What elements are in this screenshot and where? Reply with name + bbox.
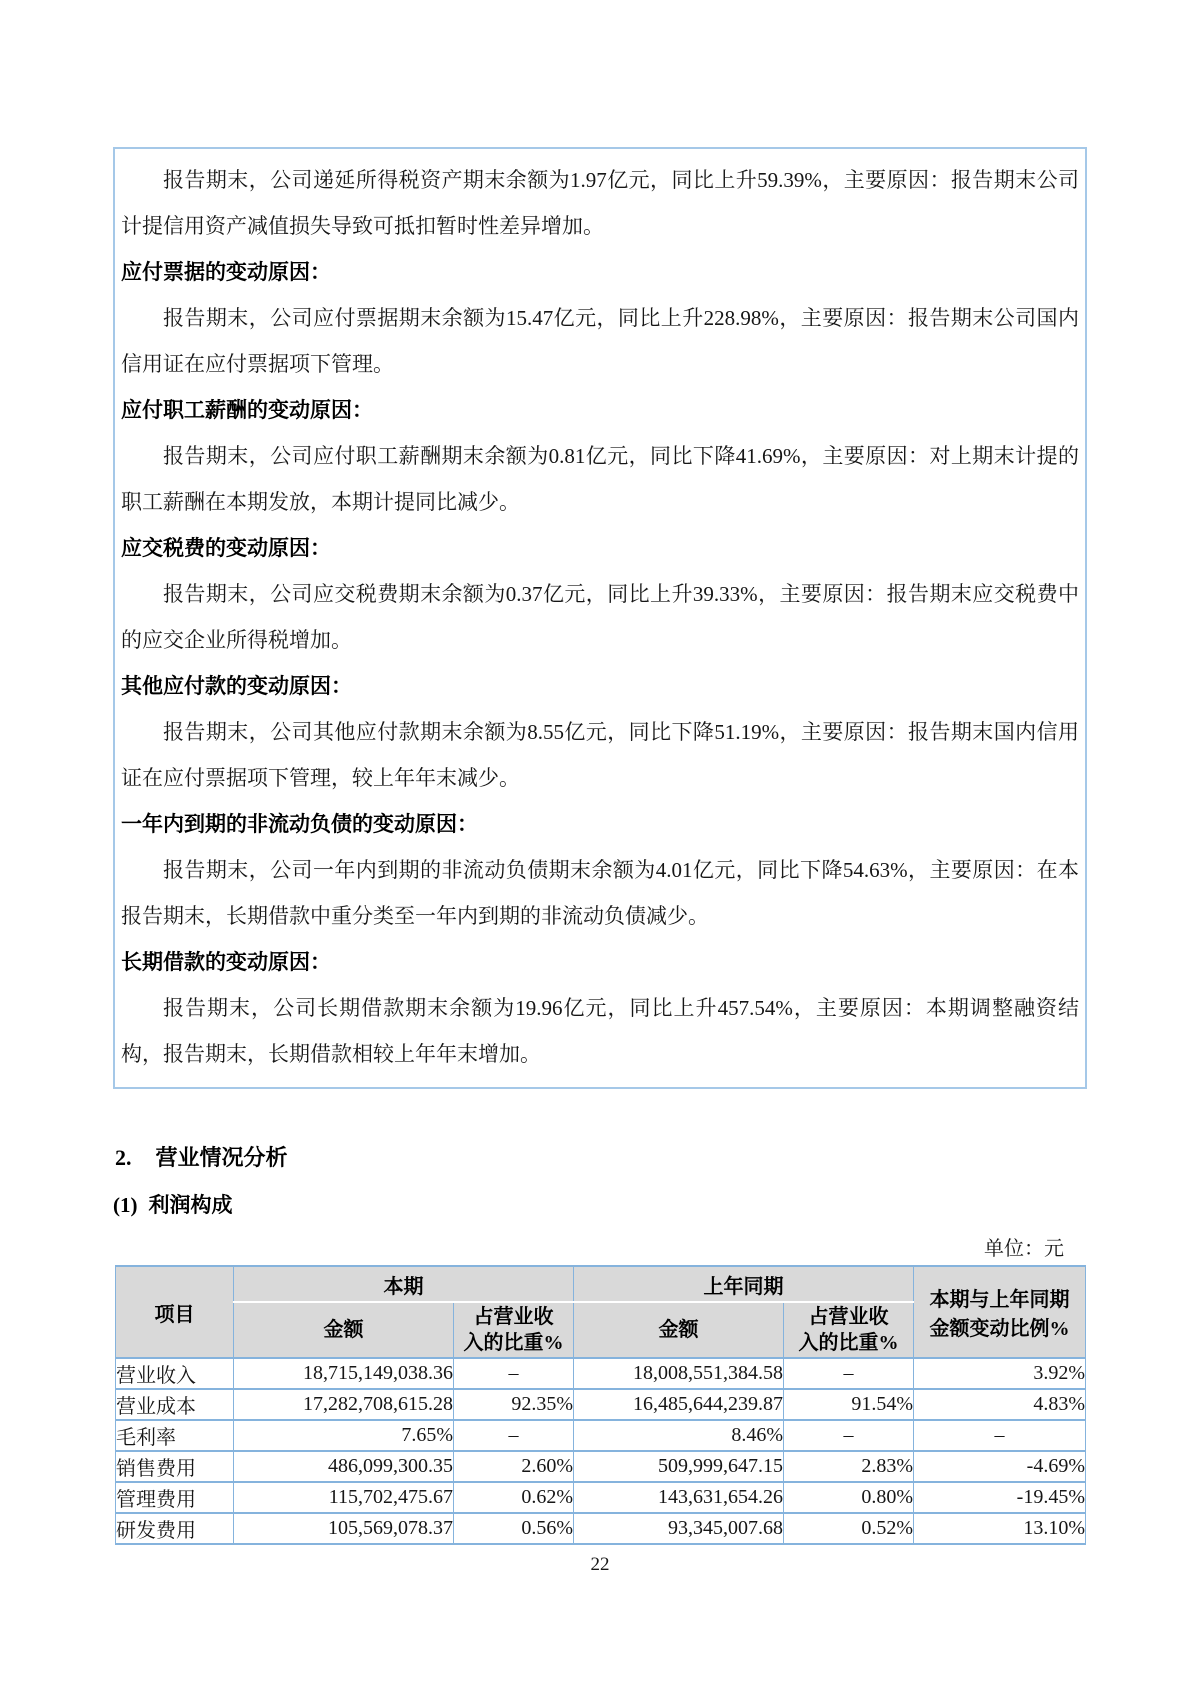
cell-item: 销售费用	[116, 1451, 234, 1482]
paragraph-other-payables: 报告期末，公司其他应付款期末余额为8.55亿元，同比下降51.19%，主要原因：报告期末国内信用证在应付票据项下管理，较上年年末减少。	[121, 720, 1079, 790]
cell-current-pct: –	[454, 1420, 574, 1451]
subsection-title: 利润构成	[148, 1193, 233, 1217]
table-row-cost	[116, 1389, 1086, 1420]
cell-prior-pct: 91.54%	[784, 1389, 914, 1420]
paragraph-employee-pay: 报告期末，公司应付职工薪酬期末余额为0.81亿元，同比下降41.69%，主要原因：对上期末计提的职工薪酬在本期发放，本期计提同比减少。	[121, 444, 1079, 514]
cell-prior-pct: 0.52%	[784, 1513, 914, 1544]
change-reasons-box	[113, 147, 1087, 1089]
col-header-prior-amount: 金额	[574, 1302, 784, 1358]
section-number: 2.	[115, 1145, 132, 1170]
cell-change: 4.83%	[914, 1389, 1086, 1420]
cell-current-amount: 486,099,300.35	[234, 1451, 454, 1482]
table-row-rd-expense	[116, 1513, 1086, 1544]
subsection-number: (1)	[113, 1193, 138, 1217]
col-header-change-line1: 本期与上年同期	[929, 1289, 1070, 1311]
heading-noncurrent-liab: 一年内到期的非流动负债的变动原因：	[121, 812, 478, 836]
paragraph-notes-payable: 报告期末，公司应付票据期末余额为15.47亿元，同比上升228.98%，主要原因：报告期末公司国内信用证在应付票据项下管理。	[121, 306, 1079, 376]
cell-item: 营业成本	[116, 1389, 234, 1420]
paragraph-noncurrent-liab: 报告期末，公司一年内到期的非流动负债期末余额为4.01亿元，同比下降54.63%，主要原因：在本报告期末，长期借款中重分类至一年内到期的非流动负债减少。	[121, 858, 1079, 928]
cell-prior-pct: 2.83%	[784, 1451, 914, 1482]
cell-change: 13.10%	[914, 1513, 1086, 1544]
col-header-prior-pct: 占营业收 入的比重%	[784, 1302, 914, 1358]
cell-current-amount: 18,715,149,038.36	[234, 1358, 454, 1389]
cell-current-pct: 2.60%	[454, 1451, 574, 1482]
col-header-item: 项目	[116, 1266, 234, 1358]
heading-employee-pay: 应付职工薪酬的变动原因：	[121, 398, 373, 422]
section-title: 营业情况分析	[155, 1145, 288, 1170]
heading-other-payables: 其他应付款的变动原因：	[121, 674, 352, 698]
cell-prior-pct: –	[784, 1358, 914, 1389]
cell-change: 3.92%	[914, 1358, 1086, 1389]
cell-current-amount: 115,702,475.67	[234, 1482, 454, 1513]
cell-prior-amount: 143,631,654.26	[574, 1482, 784, 1513]
cell-change: -19.45%	[914, 1482, 1086, 1513]
cell-prior-pct: 0.80%	[784, 1482, 914, 1513]
cell-current-pct: 0.56%	[454, 1513, 574, 1544]
table-row-gross-margin	[116, 1420, 1086, 1451]
table-header-row-1	[116, 1266, 1086, 1302]
table-row-revenue	[116, 1358, 1086, 1389]
cell-current-pct: 92.35%	[454, 1389, 574, 1420]
cell-change: –	[914, 1420, 1086, 1451]
cell-change: -4.69%	[914, 1451, 1086, 1482]
col-header-current-amount: 金额	[234, 1302, 454, 1358]
cell-item: 研发费用	[116, 1513, 234, 1544]
col-header-prior-period: 上年同期	[574, 1266, 914, 1302]
col-header-change-ratio	[914, 1266, 1086, 1358]
subsection-heading-profit-composition	[113, 1189, 1200, 1219]
cell-prior-pct: –	[784, 1420, 914, 1451]
col-header-change-line2: 金额变动比例%	[929, 1318, 1070, 1340]
heading-longterm-loans: 长期借款的变动原因：	[121, 950, 331, 974]
cell-prior-amount: 18,008,551,384.58	[574, 1358, 784, 1389]
cell-current-amount: 17,282,708,615.28	[234, 1389, 454, 1420]
table-row-selling-expense	[116, 1451, 1086, 1482]
paragraph-taxes-payable: 报告期末，公司应交税费期末余额为0.37亿元，同比上升39.33%，主要原因：报告期末应交税费中的应交企业所得税增加。	[121, 582, 1079, 652]
profit-composition-table	[115, 1265, 1086, 1545]
cell-current-amount: 7.65%	[234, 1420, 454, 1451]
cell-prior-amount: 509,999,647.15	[574, 1451, 784, 1482]
paragraph-longterm-loans: 报告期末，公司长期借款期末余额为19.96亿元，同比上升457.54%，主要原因：本期调整融资结构，报告期末，长期借款相较上年年末增加。	[121, 996, 1079, 1066]
paragraph-deferred-tax: 报告期末，公司递延所得税资产期末余额为1.97亿元，同比上升59.39%，主要原因：报告期末公司计提信用资产减值损失导致可抵扣暂时性差异增加。	[121, 168, 1079, 238]
col-header-current-period: 本期	[234, 1266, 574, 1302]
col-header-current-pct: 占营业收 入的比重%	[454, 1302, 574, 1358]
heading-taxes-payable: 应交税费的变动原因：	[121, 536, 331, 560]
section-heading-business-analysis	[115, 1141, 1200, 1172]
cell-prior-amount: 8.46%	[574, 1420, 784, 1451]
heading-notes-payable: 应付票据的变动原因：	[121, 260, 331, 284]
cell-prior-amount: 93,345,007.68	[574, 1513, 784, 1544]
cell-item: 营业收入	[116, 1358, 234, 1389]
cell-current-amount: 105,569,078.37	[234, 1513, 454, 1544]
cell-prior-amount: 16,485,644,239.87	[574, 1389, 784, 1420]
cell-current-pct: –	[454, 1358, 574, 1389]
unit-label: 单位：元	[984, 1238, 1064, 1260]
cell-item: 毛利率	[116, 1420, 234, 1451]
table-row-admin-expense	[116, 1482, 1086, 1513]
page-number: 22	[590, 1554, 610, 1575]
cell-item: 管理费用	[116, 1482, 234, 1513]
cell-current-pct: 0.62%	[454, 1482, 574, 1513]
